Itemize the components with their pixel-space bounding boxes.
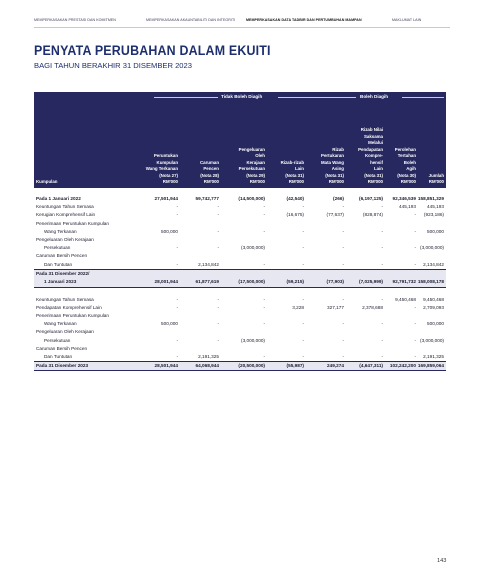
cell-jumlah: 500,000	[427, 321, 444, 327]
table-row-profit-2023	[34, 296, 446, 304]
cell-perolehan: 445,193	[399, 204, 416, 210]
cell-pengeluaran: -	[263, 204, 265, 210]
row-label: Penerimaan Peruntukan Kumpulan	[36, 220, 109, 226]
cell-jumlah: 158,851,329	[417, 196, 444, 201]
cell-rizab-nilai: -	[381, 204, 383, 210]
cell-peruntukan: -	[176, 304, 178, 310]
cell-caruman: -	[217, 245, 219, 251]
cell-rizab-nilai: -	[381, 261, 383, 267]
cell-peruntukan: 28,001,944	[154, 278, 178, 284]
cell-rizab-nilai: -	[381, 245, 383, 251]
cell-caruman: -	[217, 228, 219, 234]
cell-pengeluaran: (17,500,000)	[238, 278, 265, 284]
nav-item-data-tadbir-active[interactable]: MEMPERKASAKAN DATA TADBIR DAN PERTUMBUHAN MAMPAN	[246, 18, 362, 22]
cell-jumlah: 158,008,178	[417, 278, 444, 284]
cell-rizab-nilai: (4,647,311)	[359, 363, 383, 369]
cell-jumlah: (3,000,000)	[420, 245, 444, 251]
cell-pengeluaran: -	[263, 321, 265, 327]
cell-rizab-nilai: -	[381, 296, 383, 302]
cell-rizab-nilai: -	[381, 228, 383, 234]
row-label: Kerugian Komprehensif Lain	[36, 212, 96, 218]
cell-peruntukan: 28,501,944	[154, 363, 178, 369]
table-row-allocation-label-2023	[34, 312, 446, 320]
table-row-pension-2022	[34, 261, 446, 269]
table-row-pension-2023	[34, 353, 446, 361]
cell-caruman: -	[217, 337, 219, 343]
row-label-continued: Wang Terkanan	[44, 321, 77, 327]
row-spacer	[34, 288, 446, 296]
row-label: Pengeluaran Oleh Kerajaan	[36, 329, 94, 335]
page-title: PENYATA PERUBAHAN DALAM EKUITI	[34, 43, 271, 58]
group-line-middle	[278, 97, 356, 98]
cell-rizab-pertukaran: -	[342, 261, 344, 267]
cell-caruman: -	[217, 296, 219, 302]
cell-jumlah: 2,191,325	[423, 354, 444, 359]
cell-rizab-pertukaran: -	[342, 337, 344, 343]
column-header-caruman-pencen: Caruman Pencen (Nota 28) RM'000	[199, 159, 219, 185]
cell-rizab-pertukaran: 327,177	[327, 304, 344, 310]
cell-peruntukan: -	[176, 296, 178, 302]
nav-item-akauntabiliti[interactable]: MEMPERKASAKAN AKAUNTABILITI DAN INTEGRITI	[146, 18, 236, 22]
cell-pengeluaran: -	[263, 212, 265, 218]
cell-rizab-lain: -	[302, 261, 304, 267]
row-label-continued: Dan Tuntutan	[44, 354, 73, 359]
cell-caruman: 2,134,842	[198, 261, 219, 267]
cell-rizab-pertukaran: -	[342, 245, 344, 251]
cell-rizab-lain: (42,540)	[286, 196, 304, 201]
cell-rizab-lain: -	[302, 245, 304, 251]
group-line-left	[154, 97, 218, 98]
cell-rizab-lain: (55,987)	[286, 363, 304, 369]
cell-rizab-lain: -	[302, 204, 304, 210]
column-header-rizab-lain: Rizab-rizab Lain (Nota 31) RM'000	[280, 159, 304, 185]
cell-peruntukan: 500,000	[161, 321, 178, 327]
row-label-continued: Persekutuan	[44, 337, 71, 343]
table-row-withdrawal-2022	[34, 244, 446, 252]
column-header-jumlah: Jumlah RM'000	[428, 172, 444, 185]
cell-jumlah: 500,000	[427, 228, 444, 234]
table-row-oci-loss-2022	[34, 211, 446, 219]
cell-pengeluaran: (3,000,000)	[241, 337, 265, 343]
cell-rizab-pertukaran: (77,903)	[326, 278, 344, 284]
page-number: 143	[437, 558, 447, 564]
table-row-withdrawal-label-2022	[34, 236, 446, 244]
row-label-continued: Persekutuan	[44, 245, 71, 251]
row-label: Pada 31 Disember 2023	[36, 363, 89, 369]
cell-perolehan: -	[414, 212, 416, 218]
cell-jumlah: 2,134,842	[423, 261, 444, 267]
row-label: Pengeluaran Oleh Kerajaan	[36, 236, 94, 242]
cell-caruman: 61,877,619	[195, 278, 219, 284]
cell-peruntukan: 500,000	[161, 228, 178, 234]
row-label: Pendapatan Komprehensif Lain	[36, 304, 102, 310]
cell-rizab-lain: 3,228	[292, 304, 304, 310]
cell-rizab-pertukaran: -	[342, 354, 344, 359]
cell-rizab-pertukaran: -	[342, 321, 344, 327]
cell-peruntukan: -	[176, 337, 178, 343]
cell-rizab-lain: -	[302, 321, 304, 327]
cell-perolehan: -	[414, 245, 416, 251]
cell-jumlah: 2,709,093	[423, 304, 444, 310]
table-row-opening-2022	[34, 195, 446, 203]
cell-pengeluaran: -	[263, 296, 265, 302]
cell-caruman: -	[217, 212, 219, 218]
cell-perolehan: 102,242,200	[389, 363, 416, 369]
group-label-distributable: Boleh Diagih	[360, 94, 389, 99]
cell-rizab-pertukaran: 249,274	[327, 363, 344, 369]
cell-rizab-nilai: -	[381, 337, 383, 343]
cell-perolehan: -	[414, 304, 416, 310]
table-row-allocation-label-2022	[34, 220, 446, 228]
cell-perolehan: -	[414, 321, 416, 327]
row-label-continued: 1 Januari 2023	[44, 278, 77, 284]
table-header	[34, 92, 446, 188]
cell-rizab-lain: -	[302, 296, 304, 302]
row-label-continued: Wang Terkanan	[44, 228, 77, 234]
cell-perolehan: 92,791,732	[392, 278, 416, 284]
cell-peruntukan: 27,501,944	[154, 196, 178, 201]
cell-pengeluaran: -	[263, 354, 265, 359]
cell-pengeluaran: (14,500,000)	[238, 196, 265, 201]
cell-rizab-lain: (16,675)	[286, 212, 304, 218]
cell-rizab-pertukaran: (266)	[333, 196, 344, 201]
cell-pengeluaran: -	[263, 261, 265, 267]
cell-jumlah: (3,000,000)	[420, 337, 444, 343]
group-line-right	[402, 97, 444, 98]
row-label: Penerimaan Peruntukan Kumpulan	[36, 313, 109, 319]
cell-rizab-nilai: (6,197,125)	[359, 196, 383, 201]
cell-peruntukan: -	[176, 261, 178, 267]
cell-caruman: 64,068,944	[195, 363, 219, 369]
group-label-non-distributable: Tidak Boleh Diagih	[221, 94, 263, 99]
cell-rizab-pertukaran: -	[342, 296, 344, 302]
cell-rizab-nilai: 2,378,688	[362, 304, 383, 310]
table-row-pension-label-2023	[34, 345, 446, 353]
table-row-withdrawal-label-2023	[34, 328, 446, 336]
cell-peruntukan: -	[176, 212, 178, 218]
nav-item-prestasi[interactable]: MEMPERKASAKAN PRESTASI DAN KOMITMEN	[34, 18, 116, 22]
cell-caruman: -	[217, 204, 219, 210]
cell-rizab-lain: -	[302, 337, 304, 343]
cell-rizab-lain: (59,215)	[286, 278, 304, 284]
cell-jumlah: (923,186)	[423, 212, 444, 218]
cell-pengeluaran: (3,000,000)	[241, 245, 265, 251]
page-subtitle: BAGI TAHUN BERAKHIR 31 DISEMBER 2023	[34, 61, 192, 70]
cell-perolehan: -	[414, 337, 416, 343]
cell-pengeluaran: (20,500,000)	[238, 363, 265, 369]
row-label: Keuntungan Tahun Semasa	[36, 204, 94, 210]
cell-pengeluaran: -	[263, 304, 265, 310]
cell-jumlah: 445,193	[427, 204, 444, 210]
cell-peruntukan: -	[176, 204, 178, 210]
row-label: Caruman Bersih Pencen	[36, 253, 88, 259]
row-label: Keuntungan Tahun Semasa	[36, 296, 94, 302]
cell-perolehan: -	[414, 354, 416, 359]
cell-perolehan: -	[414, 228, 416, 234]
column-header-pengeluaran: Pengeluaran Oleh Kerajaan Persekutuan (Nota 29) RM'000	[238, 146, 265, 185]
column-header-label: Kumpulan	[36, 179, 58, 185]
cell-rizab-nilai: -	[381, 321, 383, 327]
nav-item-maklumat-lain[interactable]: MAKLUMAT LAIN	[392, 18, 422, 22]
cell-caruman: 59,742,777	[195, 196, 219, 201]
cell-rizab-lain: -	[302, 228, 304, 234]
cell-jumlah: 169,859,064	[417, 363, 444, 369]
table-row-allocation-2023	[34, 320, 446, 328]
cell-perolehan: 92,346,539	[392, 196, 416, 201]
table-row-profit-2022	[34, 203, 446, 211]
column-header-rizab-nilai-saksama: Rizab Nilai Saksama Melalui Pendapatan Kompre- hensif Lain (Nota 31) RM'000	[358, 127, 383, 185]
table-row-withdrawal-2023	[34, 337, 446, 345]
row-label-continued: Dan Tuntutan	[44, 261, 73, 267]
table-row-oci-income-2023	[34, 304, 446, 312]
cell-perolehan: 9,450,468	[395, 296, 416, 302]
row-label: Pada 31 Disember 2022/	[36, 270, 90, 276]
cell-rizab-nilai: (828,874)	[362, 212, 383, 218]
equity-table-body	[34, 195, 446, 371]
cell-rizab-pertukaran: (77,637)	[326, 212, 344, 218]
cell-rizab-nilai: -	[381, 354, 383, 359]
cell-pengeluaran: -	[263, 228, 265, 234]
row-label: Pada 1 Januari 2022	[36, 196, 81, 201]
top-navigation	[34, 15, 450, 28]
table-row-allocation-2022	[34, 228, 446, 236]
row-label: Caruman Bersih Pencen	[36, 345, 88, 351]
table-row-balance-2023	[34, 361, 446, 371]
cell-peruntukan: -	[176, 354, 178, 359]
cell-caruman: -	[217, 321, 219, 327]
cell-caruman: 2,191,325	[198, 354, 219, 359]
table-row-balance-2022	[34, 269, 446, 288]
cell-rizab-pertukaran: -	[342, 204, 344, 210]
cell-caruman: -	[217, 304, 219, 310]
cell-perolehan: -	[414, 261, 416, 267]
table-row-pension-label-2022	[34, 252, 446, 260]
cell-rizab-nilai: (7,025,999)	[359, 278, 383, 284]
cell-rizab-pertukaran: -	[342, 228, 344, 234]
cell-rizab-lain: -	[302, 354, 304, 359]
column-header-peruntukan: Peruntukan Kumpulan Wang Terkanan (Nota 27) RM'000	[145, 153, 178, 185]
column-header-rizab-pertukaran: Rizab Pertukaran Mata Wang Asing (Nota 31) RM'000	[320, 146, 344, 185]
column-header-perolehan-tertahan: Perolehan Tertahan Boleh Agih (Nota 30) RM'000	[394, 146, 416, 185]
cell-peruntukan: -	[176, 245, 178, 251]
cell-jumlah: 9,450,468	[423, 296, 444, 302]
